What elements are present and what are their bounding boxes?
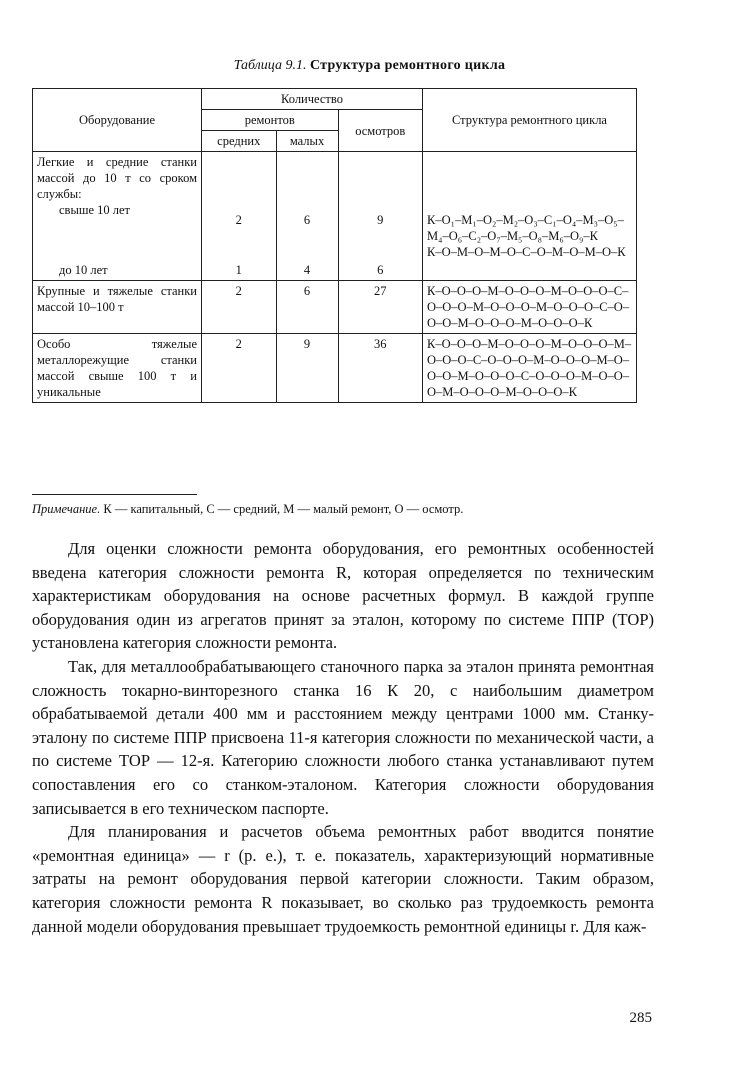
table-note xyxy=(32,502,652,517)
equipment-sub2: до 10 лет xyxy=(59,263,108,277)
equipment-sub1: свыше 10 лет xyxy=(59,203,131,217)
header-small: малых xyxy=(276,131,338,152)
cell-small: 9 xyxy=(276,334,338,403)
paragraph-2: Так, для металлообрабатывающего станочного парка за эталон принята ремонтная сложность токарно-винторезного станка 16 К 20, с наибольшим диаметром обрабатываемой детали 400 мм и расстоянием между центрами 1000 мм. Станку-эталону по системе ППР присвоена 11-я категория сложности по механической части, а по системе ТОР — 12-я. Категорию сложности любого станка устанавливают путем сопоставления его со станком-эталоном. Категория сложности оборудования записывается в его техническом паспорте. xyxy=(32,656,654,818)
header-medium: средних xyxy=(202,131,277,152)
header-repairs: ремонтов xyxy=(202,110,339,131)
cell-equipment: Особо тяжелые металлорежущие станки массой свыше 100 т и уникальные xyxy=(33,334,202,403)
cell-equipment xyxy=(33,152,202,281)
caption-title: Структура ремонтного цикла xyxy=(309,58,506,73)
repair-cycle-table xyxy=(32,88,637,403)
cell-inspections: 36 xyxy=(338,334,423,403)
cell-medium: 2 xyxy=(202,281,277,334)
header-inspections: осмотров xyxy=(338,110,423,152)
cell-equipment: Крупные и тяжелые станки массой 10–100 т xyxy=(33,281,202,334)
small-value-2: 4 xyxy=(303,263,311,277)
cell-structure: К–О–О–О–М–О–О–О–М–О–О–О–С–О–О–О–М–О–О–О–М–О–О–О–С–О–О–О–М–О–О–О–М–О–О–О–К xyxy=(423,281,637,334)
table-row xyxy=(33,281,637,334)
cell-inspections xyxy=(338,152,423,281)
medium-value-2: 1 xyxy=(235,263,242,277)
small-value-1: 6 xyxy=(303,213,311,227)
cell-inspections: 27 xyxy=(338,281,423,334)
table-caption xyxy=(0,58,739,74)
medium-value-1: 2 xyxy=(235,213,242,227)
cell-structure: К–О–О–О–М–О–О–О–М–О–О–О–М–О–О–О–С–О–О–О–М–О–О–О–М–О–О–О–М–О–О–О–С–О–О–О–М–О–О–О–М–О–О–О–М–О–О–О–К xyxy=(423,334,637,403)
note-text: К — капитальный, С — средний, М — малый ремонт, О — осмотр. xyxy=(100,502,464,516)
equipment-text: Легкие и средние станки массой до 10 т со сроком службы: xyxy=(37,155,197,201)
cell-small xyxy=(276,152,338,281)
header-count: Количество xyxy=(202,89,423,110)
cell-medium: 2 xyxy=(202,334,277,403)
note-label: Примечание. xyxy=(32,502,101,516)
caption-label: Таблица 9.1. xyxy=(233,58,307,73)
paragraph-3: Для планирования и расчетов объема ремонтных работ вводится понятие «ремонтная единица» — r (р. е.), т. е. показатель, характеризующий нормативные затраты на ремонт оборудования первой категории сложности. Таким образом, категория сложности ремонта R показывает, во сколько раз трудоемкость ремонта данной модели оборудования превышает трудоемкость ремонтной единицы r. Для каж- xyxy=(32,822,654,936)
page-number: 285 xyxy=(629,1010,652,1026)
cell-medium xyxy=(202,152,277,281)
body-text xyxy=(32,537,654,938)
footnote-rule xyxy=(32,494,197,495)
structure-value-1: К–О₁–М₁–О₂–М₂–О₃–С₁–О₄–М₃–О₅–М₄–О₆–С₂–О₇–М₅–О₈–М₆–О₉–К xyxy=(427,213,624,243)
structure-value-2: К–О–М–О–М–О–С–О–М–О–М–О–К xyxy=(427,245,626,259)
table-row xyxy=(33,334,637,403)
cell-structure xyxy=(423,152,637,281)
header-structure: Структура ремонтного цикла xyxy=(423,89,637,152)
header-equipment: Оборудование xyxy=(33,89,202,152)
table-row xyxy=(33,152,637,281)
insp-value-1: 9 xyxy=(377,213,384,227)
cell-small: 6 xyxy=(276,281,338,334)
insp-value-2: 6 xyxy=(377,263,384,277)
paragraph-1: Для оценки сложности ремонта оборудования, его ремонтных особенностей введена категория сложности ремонта R, которая определяется по техническим характеристикам оборудования на основе расчетных формул. В каждой группе оборудования один из агрегатов принят за эталон, которому по системе ППР (ТОР) установлена категория сложности ремонта. xyxy=(32,539,654,653)
